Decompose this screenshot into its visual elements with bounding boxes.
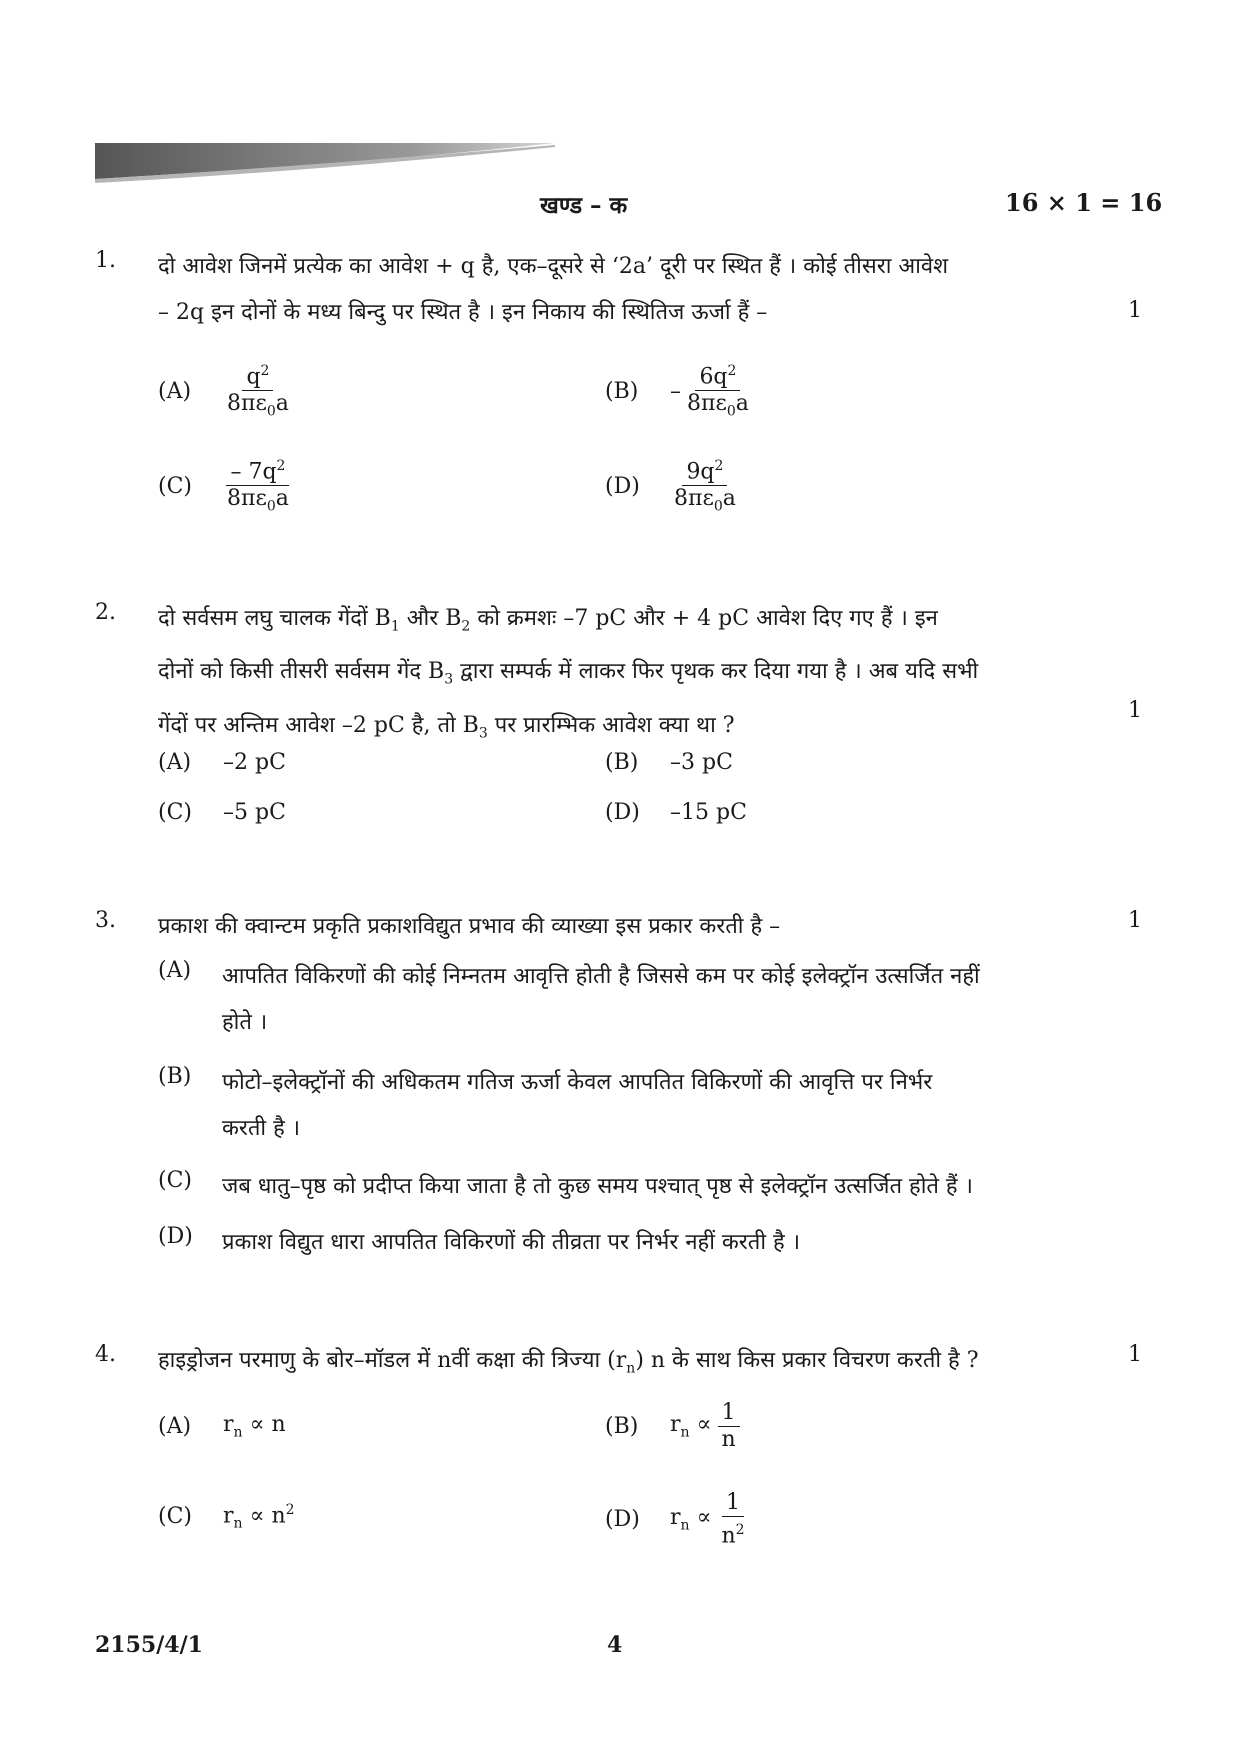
question-2-text: [158, 596, 1038, 756]
option-expression: $r_n$ ∝: [670, 1505, 712, 1534]
option-text: –3 pC: [670, 750, 733, 775]
option-text: –5 pC: [223, 800, 286, 825]
option-label: (B): [605, 1414, 639, 1439]
fraction: $\frac{q^2}{8\pi\varepsilon_0a}$: [223, 358, 293, 425]
option-text-line-2: होते ।: [222, 1010, 268, 1035]
option-label: (B): [158, 1064, 192, 1089]
question-2-option-c: [158, 800, 286, 825]
question-4-option-a: [158, 1412, 286, 1440]
fraction: $\frac{1}{n^2}$: [721, 1490, 745, 1549]
option-text: जब धातु–पृष्ठ को प्रदीप्त किया जाता है तो कुछ समय पश्चात् पृष्ठ से इलेक्ट्रॉन उत्सर्जित होते हैं ।: [222, 1174, 973, 1199]
option-label: (A): [158, 378, 192, 404]
question-2-marks: 1: [1128, 698, 1142, 723]
question-2-line-2: दोनों को किसी तीसरी सर्वसम गेंद $B_3$ द्वारा सम्पर्क में लाकर फिर पृथक कर दिया गया है । अब यदि सभी: [158, 659, 979, 688]
option-expression: $r_n \propto n^2$: [223, 1502, 295, 1532]
question-1-option-c: [158, 453, 293, 520]
option-label: (B): [605, 378, 639, 404]
section-title: खण्ड – क: [540, 192, 628, 219]
question-4-option-d: [605, 1490, 749, 1549]
fraction: $\frac{9q^2}{8\pi\varepsilon_0a}$: [670, 453, 740, 520]
question-4-option-b: [605, 1400, 740, 1453]
question-4-marks: 1: [1128, 1342, 1142, 1367]
option-label: (A): [158, 958, 192, 983]
option-text: –15 pC: [670, 800, 747, 825]
question-4-number: 4.: [95, 1342, 116, 1367]
question-1-line-2: – 2q इन दोनों के मध्य बिन्दु पर स्थित है । इन निकाय की स्थितिज ऊर्जा हैं –: [158, 300, 768, 325]
option-label: (C): [158, 1168, 192, 1193]
question-4-text: हाइड्रोजन परमाणु के बोर–मॉडल में nवीं कक्षा की त्रिज्या $(r_n)$ n के साथ किस प्रकार विचरण करती है ?: [158, 1348, 979, 1377]
option-label: (B): [605, 750, 639, 775]
question-4-option-c: [158, 1502, 295, 1532]
fraction: $\frac{1}{n}$: [717, 1400, 739, 1453]
question-1-text: [158, 244, 1038, 336]
option-text-line-1: फोटो–इलेक्ट्रॉनों की अधिकतम गतिज ऊर्जा केवल आपतित विकिरणों की आवृत्ति पर निर्भर: [222, 1070, 933, 1095]
question-2-option-a: [158, 750, 286, 775]
option-label: (D): [158, 1224, 193, 1249]
option-expression: $r_n$ ∝: [670, 1412, 712, 1441]
option-label: (C): [158, 473, 192, 499]
option-text: –2 pC: [223, 750, 286, 775]
question-1-line-1: दो आवेश जिनमें प्रत्येक का आवेश + q है, एक–दूसरे से ‘2a’ दूरी पर स्थित हैं । कोई तीसरा आवेश: [158, 254, 949, 279]
option-label: (D): [605, 800, 640, 825]
question-1-option-a: [158, 358, 293, 425]
paper-code: 2155/4/1: [95, 1632, 203, 1658]
option-text-line-1: आपतित विकिरणों की कोई निम्नतम आवृत्ति होती है जिससे कम पर कोई इलेक्ट्रॉन उत्सर्जित नहीं: [222, 964, 980, 989]
option-expression: $r_n \propto n$: [223, 1412, 286, 1441]
header-decoration-bar: [95, 143, 555, 185]
question-2-number: 2.: [95, 600, 116, 625]
option-text: प्रकाश विद्युत धारा आपतित विकिरणों की तीव्रता पर निर्भर नहीं करती है ।: [222, 1230, 801, 1255]
option-text-line-2: करती है ।: [222, 1116, 301, 1141]
question-1-number: 1.: [95, 248, 116, 273]
option-label: (D): [605, 1507, 640, 1533]
question-3-marks: 1: [1128, 908, 1142, 933]
option-label: (D): [605, 473, 640, 499]
question-1-marks: 1: [1128, 298, 1142, 323]
fraction: $\frac{- 7q^2}{8\pi\varepsilon_0a}$: [223, 453, 293, 520]
question-1-option-b: [605, 358, 753, 425]
question-3-number: 3.: [95, 908, 116, 933]
option-label: (C): [158, 1504, 192, 1530]
question-3-text: प्रकाश की क्वान्टम प्रकृति प्रकाशविद्युत प्रभाव की व्याख्या इस प्रकार करती है –: [158, 914, 781, 939]
minus-sign: –: [670, 378, 681, 404]
option-label: (A): [158, 750, 192, 775]
fraction: $\frac{6q^2}{8\pi\varepsilon_0a}$: [683, 358, 753, 425]
question-2-line-1: दो सर्वसम लघु चालक गेंदों $B_1$ और $B_2$ को क्रमशः –7 pC और + 4 pC आवेश दिए गए हैं । इन: [158, 606, 938, 635]
section-marks: 16 × 1 = 16: [1005, 188, 1163, 217]
question-2-option-d: [605, 800, 747, 825]
option-label: (A): [158, 1413, 192, 1439]
question-2-line-3: गेंदों पर अन्तिम आवेश –2 pC है, तो $B_3$ पर प्रारम्भिक आवेश क्या था ?: [158, 712, 735, 742]
question-1-option-d: [605, 453, 740, 520]
question-2-option-b: [605, 750, 733, 775]
option-label: (C): [158, 800, 192, 825]
page-number: 4: [607, 1632, 623, 1658]
